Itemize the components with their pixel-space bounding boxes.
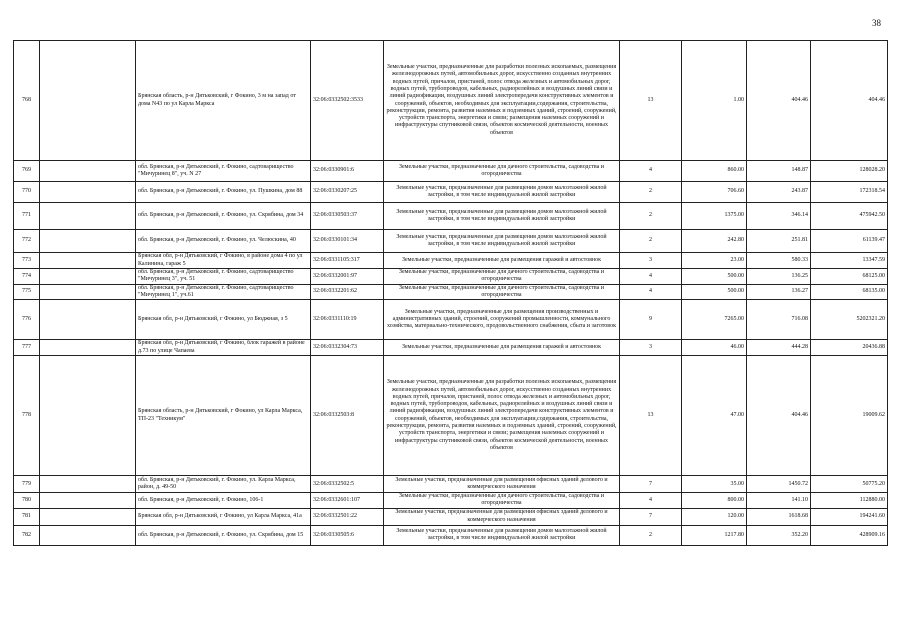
cell-address: обл. Брянская, р-н Дятьковский, г. Фокино, ул. Скрябина, дом 15 <box>136 525 311 545</box>
cell-cadastral: 32:06:0332503:8 <box>311 356 384 476</box>
cell-code: 4 <box>620 284 682 300</box>
cell-blank <box>40 356 136 476</box>
cell-address: обл. Брянская, р-н Дятьковский, г. Фокино, садтоварищество "Мичуринец 3", уч. 51 <box>136 269 311 285</box>
cell-num: 775 <box>14 284 40 300</box>
cell-cadastral: 32:06:0332304:73 <box>311 340 384 356</box>
table-row <box>14 41 888 161</box>
cell-cost: 61139.47 <box>811 230 888 253</box>
cell-cost: 50775.20 <box>811 476 888 493</box>
cell-cadastral: 32:06:0332502:5 <box>311 476 384 493</box>
cell-rate: 148.87 <box>747 161 811 182</box>
cell-cost: 5202321.20 <box>811 300 888 340</box>
cell-use: Земельные участки, предназначенные для размещения домов малоэтажной жилой застройки, в том числе индивидуальной жилой застройки <box>384 230 620 253</box>
cell-cadastral: 32:06:0330505:6 <box>311 525 384 545</box>
cell-rate: 136.25 <box>747 269 811 285</box>
cell-blank <box>40 508 136 525</box>
cell-rate: 251.81 <box>747 230 811 253</box>
cell-use: Земельные участки, предназначенные для размещения офисных зданий делового и коммерческого назначения <box>384 476 620 493</box>
cell-blank <box>40 230 136 253</box>
cell-area: 120.00 <box>682 508 747 525</box>
cell-area: 1.00 <box>682 41 747 161</box>
cell-code: 2 <box>620 525 682 545</box>
cell-blank <box>40 476 136 493</box>
cell-use: Земельные участки, предназначенные для размещения домов малоэтажной жилой застройки, в том числе индивидуальной жилой застройки <box>384 203 620 230</box>
cell-cadastral: 32:06:0330101:34 <box>311 230 384 253</box>
cell-code: 2 <box>620 203 682 230</box>
cell-cadastral: 32:06:0331110:19 <box>311 300 384 340</box>
cell-cadastral: 32:06:0332001:97 <box>311 269 384 285</box>
cell-area: 1217.80 <box>682 525 747 545</box>
table-body <box>14 41 888 546</box>
cell-rate: 136.27 <box>747 284 811 300</box>
cell-use: Земельные участки, предназначенные для дачного строительства, садоводства и огородничества <box>384 161 620 182</box>
cell-code: 13 <box>620 356 682 476</box>
cell-area: 500.00 <box>682 284 747 300</box>
cell-area: 500.00 <box>682 269 747 285</box>
cell-area: 46.00 <box>682 340 747 356</box>
table-row <box>14 253 888 269</box>
cell-area: 23.00 <box>682 253 747 269</box>
cell-num: 779 <box>14 476 40 493</box>
cell-blank <box>40 253 136 269</box>
cell-num: 769 <box>14 161 40 182</box>
cell-cost: 20436.88 <box>811 340 888 356</box>
cell-blank <box>40 284 136 300</box>
cell-code: 2 <box>620 230 682 253</box>
cell-rate: 1618.68 <box>747 508 811 525</box>
cell-blank <box>40 161 136 182</box>
cell-blank <box>40 269 136 285</box>
cell-address: обл. Брянская, р-н Дятьковский, г. Фокино, садтоварищество "Мичуринец 1", уч.61 <box>136 284 311 300</box>
cell-use: Земельные участки, предназначенные для размещения производственных и административных зданий, строений, сооружений промышленности, коммунального хозяйства, материально-технического, продовольственного снабжения, сбыта и заготовок <box>384 300 620 340</box>
cell-rate: 243.87 <box>747 182 811 203</box>
cell-cadastral: 32:06:0332201:62 <box>311 284 384 300</box>
cell-num: 771 <box>14 203 40 230</box>
table-row <box>14 203 888 230</box>
cell-rate: 404.46 <box>747 356 811 476</box>
cell-use: Земельные участки, предназначенные для размещения домов малоэтажной жилой застройки, в том числе индивидуальной жилой застройки <box>384 182 620 203</box>
cell-cost: 194241.60 <box>811 508 888 525</box>
cell-cost: 112880.00 <box>811 493 888 509</box>
cell-cost: 475942.50 <box>811 203 888 230</box>
cell-num: 781 <box>14 508 40 525</box>
table-row <box>14 476 888 493</box>
cell-address: Брянская область, р-н Дятьковский, г Фокино, ул Карла Маркса, ТП-23 "Техникум" <box>136 356 311 476</box>
cell-address: Брянская обл, р-н Дятьковский, г Фокино, блок гаражей в районе д.73 по улице Чапаева <box>136 340 311 356</box>
table-row <box>14 356 888 476</box>
cell-code: 2 <box>620 182 682 203</box>
table-row <box>14 525 888 545</box>
cell-blank <box>40 340 136 356</box>
cell-num: 773 <box>14 253 40 269</box>
cell-address: обл. Брянская, р-н Дятьковский, г. Фокино, ул. Пушкина, дом 88 <box>136 182 311 203</box>
cell-area: 800.00 <box>682 493 747 509</box>
cell-num: 777 <box>14 340 40 356</box>
cell-num: 772 <box>14 230 40 253</box>
cell-cost: 428909.16 <box>811 525 888 545</box>
cell-code: 3 <box>620 340 682 356</box>
cell-code: 13 <box>620 41 682 161</box>
cell-use: Земельные участки, предназначенные для разработки полезных ископаемых, размещения железнодорожных путей, автомобильных дорог, искусственно созданных внутренних водных путей, причалов, пристаней, полос отвода железных и автомобильных дорог, водных путей, трубопроводов, кабельных, радиорелейных и воздушных линий связи и линий радиофикации, воздушных линий электропередачи конструктивных элементов и сооружений, объектов, необходимых для эксплуатации,содержания, строительства, реконструкции, ремонта, развития наземных и подземных зданий, строений, сооружений, устройств транспорта, энергетики и связи; размещения наземных сооружений и инфраструктуры спутниковой связи, объектов космической деятельности, военных объектов <box>384 41 620 161</box>
cell-code: 4 <box>620 269 682 285</box>
cell-area: 242.80 <box>682 230 747 253</box>
cell-use: Земельные участки, предназначенные для дачного строительства, садоводства и огородничества <box>384 269 620 285</box>
cell-num: 776 <box>14 300 40 340</box>
cell-blank <box>40 300 136 340</box>
cell-code: 9 <box>620 300 682 340</box>
cell-area: 35.00 <box>682 476 747 493</box>
cell-code: 7 <box>620 476 682 493</box>
cell-address: Брянская обл, р-н Дятьковский, г Фокино, ул Бюджная, з 5 <box>136 300 311 340</box>
cell-area: 1375.00 <box>682 203 747 230</box>
cell-rate: 1450.72 <box>747 476 811 493</box>
cell-rate: 352.20 <box>747 525 811 545</box>
cell-rate: 444.28 <box>747 340 811 356</box>
cell-use: Земельные участки, предназначенные для размещения гаражей и автостоянок <box>384 253 620 269</box>
cell-area: 47.00 <box>682 356 747 476</box>
table-row <box>14 493 888 509</box>
cell-use: Земельные участки, предназначенные для размещения домов малоэтажной жилой застройки, в том числе индивидуальной жилой застройки <box>384 525 620 545</box>
cell-area: 7265.00 <box>682 300 747 340</box>
table-row <box>14 508 888 525</box>
cell-cost: 172318.54 <box>811 182 888 203</box>
cell-use: Земельные участки, предназначенные для разработки полезных ископаемых, размещения железнодорожных путей, автомобильных дорог, искусственно созданных внутренних водных путей, причалов, пристаней, полос отвода железных и автомобильных дорог, водных путей, трубопроводов, кабельных, радиорелейных и воздушных линий связи и линий радиофикации, воздушных линий электропередачи конструктивных элементов и сооружений, объектов, необходимых для эксплуатации,содержания, строительства, реконструкции, ремонта, развития наземных и подземных зданий, строений, сооружений, устройств транспорта, энергетики и связи; размещения наземных сооружений и инфраструктуры спутниковой связи, объектов космической деятельности, военных объектов <box>384 356 620 476</box>
cell-cadastral: 32:06:0330207:25 <box>311 182 384 203</box>
cell-blank <box>40 203 136 230</box>
cell-cadastral: 32:06:0332502:3533 <box>311 41 384 161</box>
cell-use: Земельные участки, предназначенные для размещения офисных зданий делового и коммерческого назначения <box>384 508 620 525</box>
cell-cadastral: 32:06:0330503:37 <box>311 203 384 230</box>
cell-address: Брянская область, р-н Дятьковский, г Фокино, 3 м на запад от дома N43 по ул Карла Маркса <box>136 41 311 161</box>
cell-blank <box>40 493 136 509</box>
cell-rate: 716.08 <box>747 300 811 340</box>
cell-blank <box>40 41 136 161</box>
table-row <box>14 230 888 253</box>
cell-code: 3 <box>620 253 682 269</box>
table-row <box>14 300 888 340</box>
cell-cost: 68135.00 <box>811 284 888 300</box>
cell-cadastral: 32:06:0330901:6 <box>311 161 384 182</box>
cell-num: 770 <box>14 182 40 203</box>
cell-rate: 580.33 <box>747 253 811 269</box>
cell-area: 860.00 <box>682 161 747 182</box>
cell-cost: 19009.62 <box>811 356 888 476</box>
page-number: 38 <box>872 18 881 28</box>
land-registry-table <box>13 40 888 546</box>
cell-address: обл. Брянская, р-н Дятьковский, г. Фокино, ул. Скрябина, дом 34 <box>136 203 311 230</box>
cell-address: Брянская обл, р-н Дятьковский, г Фокино, в районе дома 4 по ул Калинина, гараж 5 <box>136 253 311 269</box>
cell-cadastral: 32:06:0331105:317 <box>311 253 384 269</box>
cell-num: 782 <box>14 525 40 545</box>
cell-address: Брянская обл, р-н Дятьковский, г Фокино, ул Карла Маркса, 41а <box>136 508 311 525</box>
cell-num: 780 <box>14 493 40 509</box>
table-row <box>14 284 888 300</box>
cell-cost: 68125.00 <box>811 269 888 285</box>
cell-use: Земельные участки, предназначенные для дачного строительства, садоводства и огородничества <box>384 493 620 509</box>
table-row <box>14 340 888 356</box>
table-row <box>14 182 888 203</box>
cell-num: 774 <box>14 269 40 285</box>
cell-code: 7 <box>620 508 682 525</box>
cell-cadastral: 32:06:0332501:22 <box>311 508 384 525</box>
cell-cost: 404.46 <box>811 41 888 161</box>
table-row <box>14 161 888 182</box>
cell-address: обл. Брянская, р-н Дятьковский, г. Фокино, ул. Челюскина, 40 <box>136 230 311 253</box>
cell-address: обл. Брянская, р-н Дятьковский, г. Фокино, 106-1 <box>136 493 311 509</box>
cell-code: 4 <box>620 493 682 509</box>
cell-address: обл. Брянская, р-н Дятьковский, г. Фокино, ул. Карла Маркса, район, д. 49-50 <box>136 476 311 493</box>
cell-use: Земельные участки, предназначенные для размещения гаражей и автостоянок <box>384 340 620 356</box>
cell-address: обл. Брянская, р-н Дятьковский, г. Фокино, садтоварищество "Мичуринец 8", уч. N 27 <box>136 161 311 182</box>
cell-use: Земельные участки, предназначенные для дачного строительства, садоводства и огородничества <box>384 284 620 300</box>
cell-num: 768 <box>14 41 40 161</box>
table-row <box>14 269 888 285</box>
cell-area: 706.60 <box>682 182 747 203</box>
cell-cadastral: 32:06:0332601:107 <box>311 493 384 509</box>
cell-blank <box>40 525 136 545</box>
cell-rate: 346.14 <box>747 203 811 230</box>
cell-cost: 13347.59 <box>811 253 888 269</box>
cell-cost: 128028.20 <box>811 161 888 182</box>
cell-blank <box>40 182 136 203</box>
cell-code: 4 <box>620 161 682 182</box>
cell-rate: 404.46 <box>747 41 811 161</box>
cell-rate: 141.10 <box>747 493 811 509</box>
cell-num: 778 <box>14 356 40 476</box>
